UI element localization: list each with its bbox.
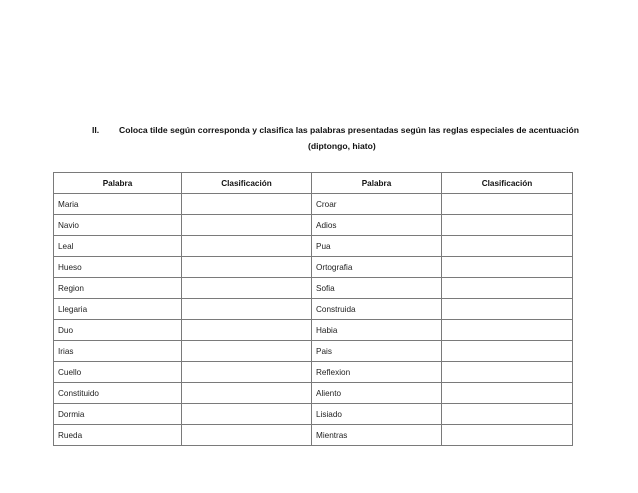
word-cell: Maria — [54, 194, 182, 215]
table-row — [54, 404, 573, 425]
header-clasificacion-2: Clasificación — [442, 173, 573, 194]
word-cell: Llegaria — [54, 299, 182, 320]
classification-cell[interactable] — [182, 362, 312, 383]
word-cell: Sofia — [312, 278, 442, 299]
classification-cell[interactable] — [182, 383, 312, 404]
table-row — [54, 194, 573, 215]
word-cell: Constituido — [54, 383, 182, 404]
classification-cell[interactable] — [442, 425, 573, 446]
table-row — [54, 278, 573, 299]
classification-cell[interactable] — [442, 236, 573, 257]
word-cell: Mientras — [312, 425, 442, 446]
word-cell: Rueda — [54, 425, 182, 446]
word-cell: Pua — [312, 236, 442, 257]
classification-cell[interactable] — [182, 257, 312, 278]
instruction-text: Coloca tilde según corresponda y clasifica las palabras presentadas según las reglas especiales de acentuación — [119, 125, 579, 135]
table-header-row — [54, 173, 573, 194]
word-cell: Region — [54, 278, 182, 299]
word-cell: Pais — [312, 341, 442, 362]
classification-cell[interactable] — [182, 299, 312, 320]
classification-cell[interactable] — [442, 320, 573, 341]
table-row — [54, 215, 573, 236]
classification-cell[interactable] — [182, 278, 312, 299]
word-cell: Lisiado — [312, 404, 442, 425]
table-row — [54, 341, 573, 362]
classification-cell[interactable] — [442, 257, 573, 278]
table-row — [54, 299, 573, 320]
word-cell: Adios — [312, 215, 442, 236]
word-cell: Navio — [54, 215, 182, 236]
word-cell: Irias — [54, 341, 182, 362]
word-cell: Habia — [312, 320, 442, 341]
classification-cell[interactable] — [442, 215, 573, 236]
classification-cell[interactable] — [182, 215, 312, 236]
word-cell: Construida — [312, 299, 442, 320]
word-cell: Reflexion — [312, 362, 442, 383]
classification-cell[interactable] — [442, 194, 573, 215]
table-row — [54, 425, 573, 446]
classification-cell[interactable] — [442, 341, 573, 362]
header-palabra-2: Palabra — [312, 173, 442, 194]
classification-cell[interactable] — [182, 425, 312, 446]
classification-cell[interactable] — [182, 341, 312, 362]
word-cell: Cuello — [54, 362, 182, 383]
instruction-subtext: (diptongo, hiato) — [308, 141, 376, 151]
table-row — [54, 236, 573, 257]
classification-cell[interactable] — [442, 404, 573, 425]
word-cell: Croar — [312, 194, 442, 215]
classification-cell[interactable] — [442, 362, 573, 383]
word-cell: Aliento — [312, 383, 442, 404]
classification-cell[interactable] — [182, 320, 312, 341]
word-cell: Duo — [54, 320, 182, 341]
section-number: II. — [92, 125, 100, 135]
classification-cell[interactable] — [442, 383, 573, 404]
word-classification-table — [53, 172, 573, 446]
word-cell: Dormia — [54, 404, 182, 425]
classification-cell[interactable] — [182, 236, 312, 257]
classification-cell[interactable] — [182, 404, 312, 425]
word-cell: Leal — [54, 236, 182, 257]
header-clasificacion-1: Clasificación — [182, 173, 312, 194]
table-row — [54, 320, 573, 341]
word-cell: Hueso — [54, 257, 182, 278]
table-row — [54, 362, 573, 383]
classification-cell[interactable] — [182, 194, 312, 215]
word-cell: Ortografia — [312, 257, 442, 278]
classification-cell[interactable] — [442, 278, 573, 299]
table-row — [54, 383, 573, 404]
classification-cell[interactable] — [442, 299, 573, 320]
header-palabra-1: Palabra — [54, 173, 182, 194]
table-row — [54, 257, 573, 278]
